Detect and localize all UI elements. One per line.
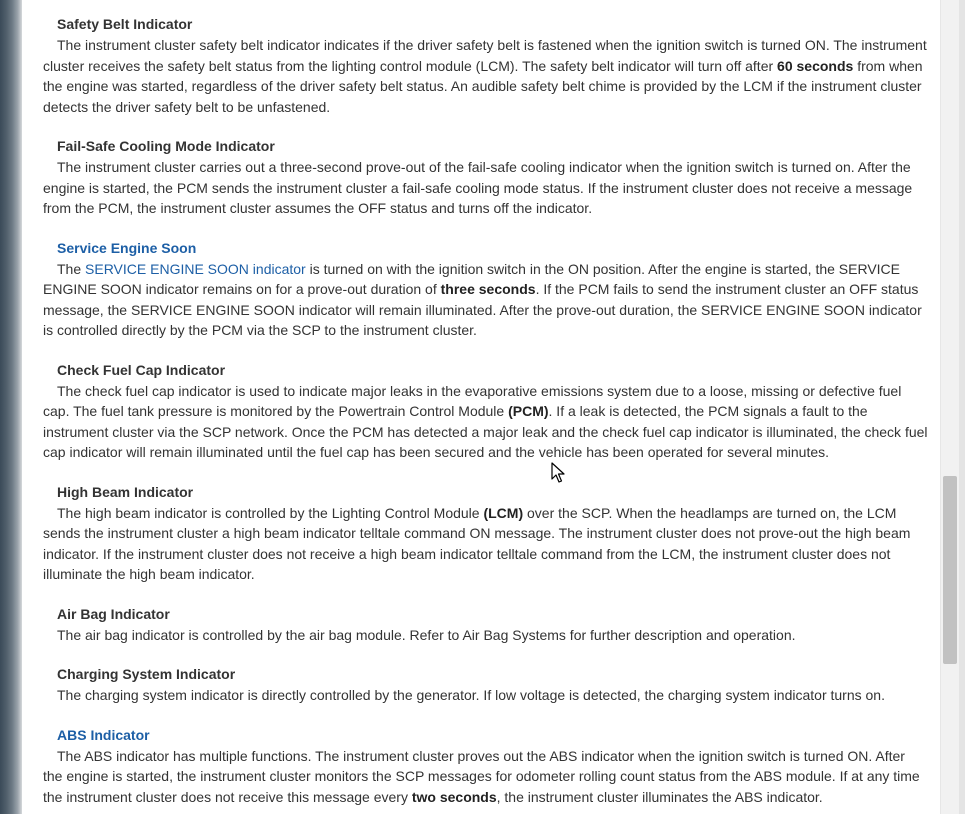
paragraph-text: from when the engine was started, regardless of the driver safety belt status. An audible safety belt chime is provided by the LCM if the instrument cluster detects the driver safety belt to be unfastened. bbox=[43, 57, 923, 115]
section-paragraph bbox=[43, 746, 928, 808]
mouse-cursor-icon bbox=[551, 462, 565, 484]
paragraph-text: . If the PCM fails to send the instrument cluster an OFF status message, the SERVICE ENGINE SOON indicator will remain illuminated. After the prove-out duration, the SERVICE ENGINE SOON indicator is controlled directly by the PCM via the SCP to the instrument cluster. bbox=[43, 281, 922, 338]
section-fail-safe-cooling-mode-indicator bbox=[43, 136, 928, 219]
paragraph-text: , the instrument cluster illuminates the ABS indicator. bbox=[496, 788, 823, 805]
section-high-beam-indicator bbox=[43, 482, 928, 585]
emphasis-text: three seconds bbox=[440, 281, 536, 297]
section-heading[interactable]: ABS Indicator bbox=[57, 726, 150, 743]
section-heading: Safety Belt Indicator bbox=[57, 16, 193, 32]
emphasis-text: 60 seconds bbox=[777, 57, 854, 74]
section-heading[interactable]: Service Engine Soon bbox=[57, 239, 197, 256]
paragraph-text: The ABS indicator has multiple functions. The instrument cluster proves out the ABS indicator when the ignition switch is turned ON. After the engine is started, the instrument cluster monitors the SCP messages for odometer rolling count status from the ABS module. If at any time the instrument cluster does not receive this message every bbox=[43, 747, 920, 805]
window-edge bbox=[959, 0, 965, 814]
section-heading: Charging System Indicator bbox=[57, 666, 236, 682]
section-service-engine-soon bbox=[43, 238, 928, 341]
paragraph-text: The air bag indicator is controlled by the air bag module. Refer to Air Bag Systems for further description and operation. bbox=[57, 626, 796, 643]
section-paragraph bbox=[43, 685, 928, 706]
section-charging-system-indicator bbox=[43, 664, 928, 706]
emphasis-text: (LCM) bbox=[483, 504, 524, 521]
paragraph-text: over the SCP. When the headlamps are turned on, the LCM sends the instrument cluster a high beam indicator telltale command ON message. The instrument cluster does not prove-out the high beam indicator. If the instrument cluster does not receive a high beam indicator telltale command from the LCM, the instrument cluster does not illuminate the high beam indicator. bbox=[43, 504, 911, 582]
section-heading: High Beam Indicator bbox=[57, 483, 194, 500]
scrollbar-thumb[interactable] bbox=[943, 476, 957, 664]
paragraph-text: The instrument cluster safety belt indicator indicates if the driver safety belt is fastened when the ignition switch is turned ON. The instrument cluster receives the safety belt status from the lighting control module (LCM). The safety belt indicator will turn off after bbox=[43, 37, 927, 74]
section-safety-belt-indicator bbox=[43, 14, 928, 117]
emphasis-text: (PCM) bbox=[508, 403, 549, 419]
paragraph-text: The charging system indicator is directly controlled by the generator. If low voltage is detected, the charging system indicator turns on. bbox=[57, 687, 885, 703]
section-paragraph bbox=[43, 35, 928, 117]
section-heading: Fail-Safe Cooling Mode Indicator bbox=[57, 138, 275, 154]
section-paragraph bbox=[43, 157, 928, 219]
paragraph-text: The high beam indicator is controlled by the Lighting Control Module bbox=[57, 504, 484, 521]
section-paragraph bbox=[43, 503, 928, 585]
vertical-scrollbar[interactable] bbox=[940, 0, 960, 814]
section-heading: Check Fuel Cap Indicator bbox=[57, 361, 226, 378]
inline-link[interactable]: SERVICE ENGINE SOON indicator bbox=[85, 260, 306, 277]
section-paragraph bbox=[43, 625, 928, 646]
paragraph-text: . If a leak is detected, the PCM signals a fault to the instrument cluster via the SCP network. Once the PCM has detected a major leak and the check fuel cap indicator is illuminated, the check fuel cap indicator will remain illuminated until the fuel cap has been secured and the vehicle has been operated for several minutes. bbox=[43, 403, 928, 460]
section-air-bag-indicator bbox=[43, 604, 928, 646]
emphasis-text: two seconds bbox=[411, 788, 497, 805]
section-heading: Air Bag Indicator bbox=[57, 605, 170, 622]
section-paragraph bbox=[43, 381, 928, 463]
paragraph-text: The instrument cluster carries out a three-second prove-out of the fail-safe cooling indicator when the ignition switch is turned on. After the engine is started, the PCM sends the instrument cluster a fail-safe cooling mode status. If the instrument cluster does not receive a message from the PCM, the instrument cluster assumes the OFF status and turns off the indicator. bbox=[43, 159, 913, 216]
document-body bbox=[43, 14, 928, 814]
section-paragraph bbox=[43, 259, 928, 341]
section-check-fuel-cap-indicator bbox=[43, 360, 928, 463]
paragraph-text: is turned on with the ignition switch in the ON position. After the engine is started, the SERVICE ENGINE SOON indicator remains on for a prove-out duration of bbox=[43, 260, 901, 297]
paragraph-text: The bbox=[57, 260, 86, 277]
background-window-strip bbox=[0, 0, 22, 814]
section-abs-indicator bbox=[43, 725, 928, 808]
paragraph-text: The check fuel cap indicator is used to indicate major leaks in the evaporative emissions system due to a loose, missing or defective fuel cap. The fuel tank pressure is monitored by the Powertrain Control Module bbox=[43, 382, 902, 419]
document-viewport bbox=[22, 0, 940, 814]
